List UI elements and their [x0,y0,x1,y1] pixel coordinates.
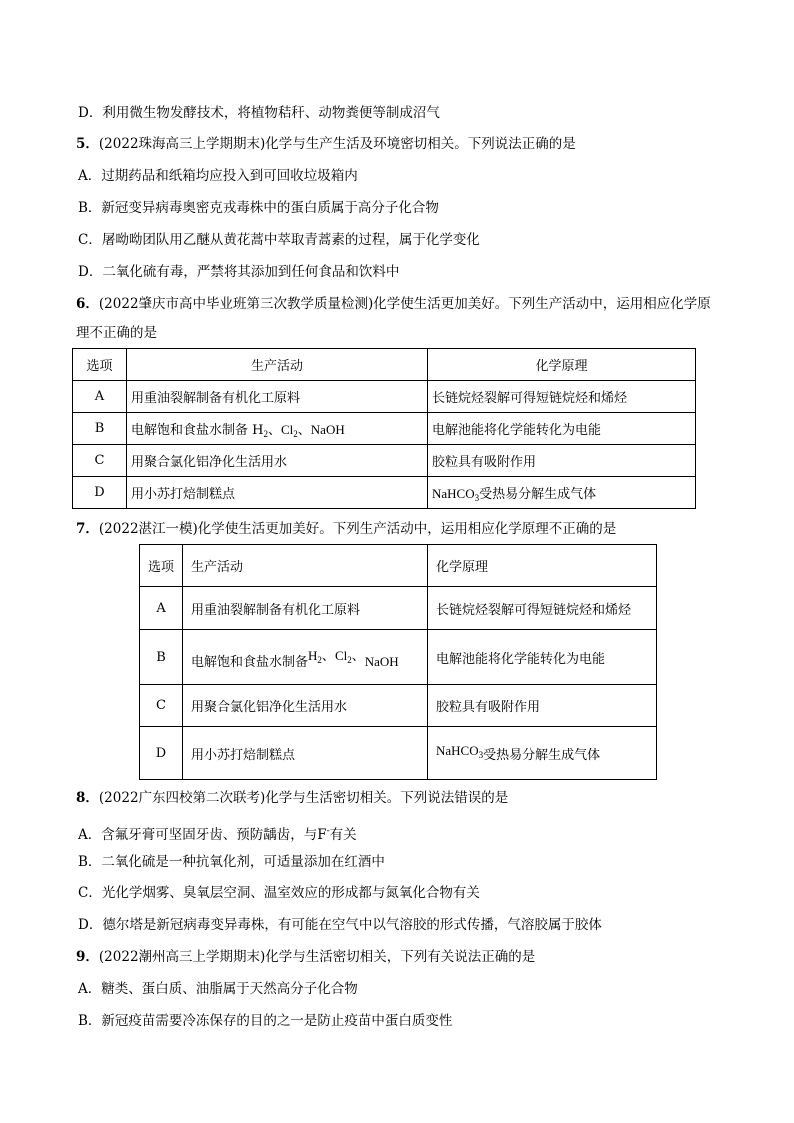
activity-cell: 用聚合氯化铝净化生活用水 [183,685,428,727]
principle-cell: 胶粒具有吸附作用 [428,685,657,727]
principle-text: 受热易分解生成气体 [483,748,601,763]
question-number: 8． [76,790,99,806]
question-number: 7． [76,521,99,537]
option-cell: D [73,477,127,509]
q7-table [139,544,657,780]
activity-cell: 用小苏打焙制糕点 [183,727,428,780]
subscript: 3 [474,492,480,503]
table-row [140,727,657,780]
principle-cell: 长链烷烃裂解可得短链烷烃和烯烃 [428,381,696,413]
activity-cell [183,630,428,685]
table-row [73,445,696,477]
question-text: (2022湛江一模)化学使生活更加美好。下列生产活动中，运用相应化学原理不正确的是 [98,521,617,537]
table-row [140,685,657,727]
header-cell: 生产活动 [183,545,428,587]
principle-cell: 胶粒具有吸附作用 [428,445,696,477]
principle-cell: 电解池能将化学能转化为电能 [428,413,696,445]
q4-option-d: D．利用微生物发酵技术，将植物秸秆、动物粪便等制成沼气 [78,105,440,121]
superscript: - [326,825,330,835]
option-cell: D [140,727,183,780]
question-text: (2022肇庆市高中毕业班第三次教学质量检测)化学使生活更加美好。下列生产活动中，运用相应化学原 [98,296,711,312]
question-6-stem [76,294,711,314]
option-cell: C [140,685,183,727]
principle-cell: 长链烷烃裂解可得短链烷烃和烯烃 [428,587,657,630]
question-number: 5． [76,136,99,152]
question-8-stem [76,788,508,808]
subscript: 2 [317,654,322,665]
q5-option-d: D．二氧化硫有毒，严禁将其添加到任何食品和饮料中 [78,264,400,280]
header-cell: 选项 [140,545,183,587]
table-row [73,413,696,445]
subscript: 2 [293,428,298,439]
activity-text: 、Cl [267,421,294,437]
option-cell: B [140,630,183,685]
table-row [73,381,696,413]
question-text: (2022珠海高三上学期期末)化学与生产生活及环境密切相关。下列说法正确的是 [98,136,576,152]
question-6-stem-cont: 理不正确的是 [76,325,157,341]
table-row [73,477,696,509]
principle-cell: 电解池能将化学能转化为电能 [428,630,657,685]
q8-option-b: B．二氧化硫是一种抗氧化剂，可适量添加在红酒中 [78,854,385,870]
formula: NaOH [364,653,399,669]
option-cell: A [140,587,183,630]
formula: NaHCO [432,485,475,501]
table-header-row [73,349,696,381]
activity-cell: 用重油裂解制备有机化工原料 [127,381,428,413]
activity-text: 电解饱和食盐水制备 H [131,422,264,438]
q8-option-d: D．德尔塔是新冠病毒变异毒株，有可能在空气中以气溶胶的形式传播，气溶胶属于胶体 [78,917,602,933]
header-cell: 生产活动 [127,349,428,381]
principle-cell [428,727,657,780]
subscript: 3 [478,750,484,760]
question-number: 9． [76,949,99,965]
q9-option-b: B．新冠疫苗需要冷冻保存的目的之一是防止疫苗中蛋白质变性 [78,1013,453,1029]
question-text: (2022潮州高三上学期期末)化学与生活密切相关，下列有关说法正确的是 [98,949,536,965]
q9-option-a: A．糖类、蛋白质、油脂属于天然高分子化合物 [78,981,358,997]
option-cell: B [73,413,127,445]
q5-option-c: C．屠呦呦团队用乙醚从黄花蒿中萃取青蒿素的过程，属于化学变化 [78,232,480,248]
principle-cell [428,477,696,509]
option-cell: C [73,445,127,477]
activity-cell: 用小苏打焙制糕点 [127,477,428,509]
table-row [140,587,657,630]
formula: NaHCO$_3$ [436,743,484,760]
activity-cell [127,413,428,445]
question-9-stem [76,947,535,967]
header-cell: 化学原理 [428,545,657,587]
subscript: 2 [263,428,268,439]
q8-option-c: C．光化学烟雾、臭氧层空洞、温室效应的形成都与氮氧化合物有关 [78,885,480,901]
table-row [140,630,657,685]
principle-text: 受热易分解生成气体 [479,486,597,502]
subscript: 2 [347,654,352,665]
q5-option-a: A．过期药品和纸箱均应投入到可回收垃圾箱内 [78,168,358,184]
header-cell: 选项 [73,349,127,381]
activity-text: 、NaOH [297,421,345,437]
option-cell: A [73,381,127,413]
question-7-stem [76,519,616,539]
q6-table [72,348,696,509]
question-text: (2022广东四校第二次联考)化学与生活密切相关。下列说法错误的是 [98,790,509,806]
table-header-row [140,545,657,587]
formula: $H_2$、$Cl_2$、 [308,647,365,665]
activity-text: 电解饱和食盐水制备 [191,654,309,670]
q5-option-b: B．新冠变异病毒奥密克戎毒株中的蛋白质属于高分子化合物 [78,200,439,216]
activity-cell: 用聚合氯化铝净化生活用水 [127,445,428,477]
q8-option-a: A．含氟牙膏可坚固牙齿、预防龋齿，与F-有关 [78,825,357,843]
activity-cell: 用重油裂解制备有机化工原料 [183,587,428,630]
question-number: 6． [76,296,99,312]
question-5-stem [76,134,576,154]
header-cell: 化学原理 [428,349,696,381]
